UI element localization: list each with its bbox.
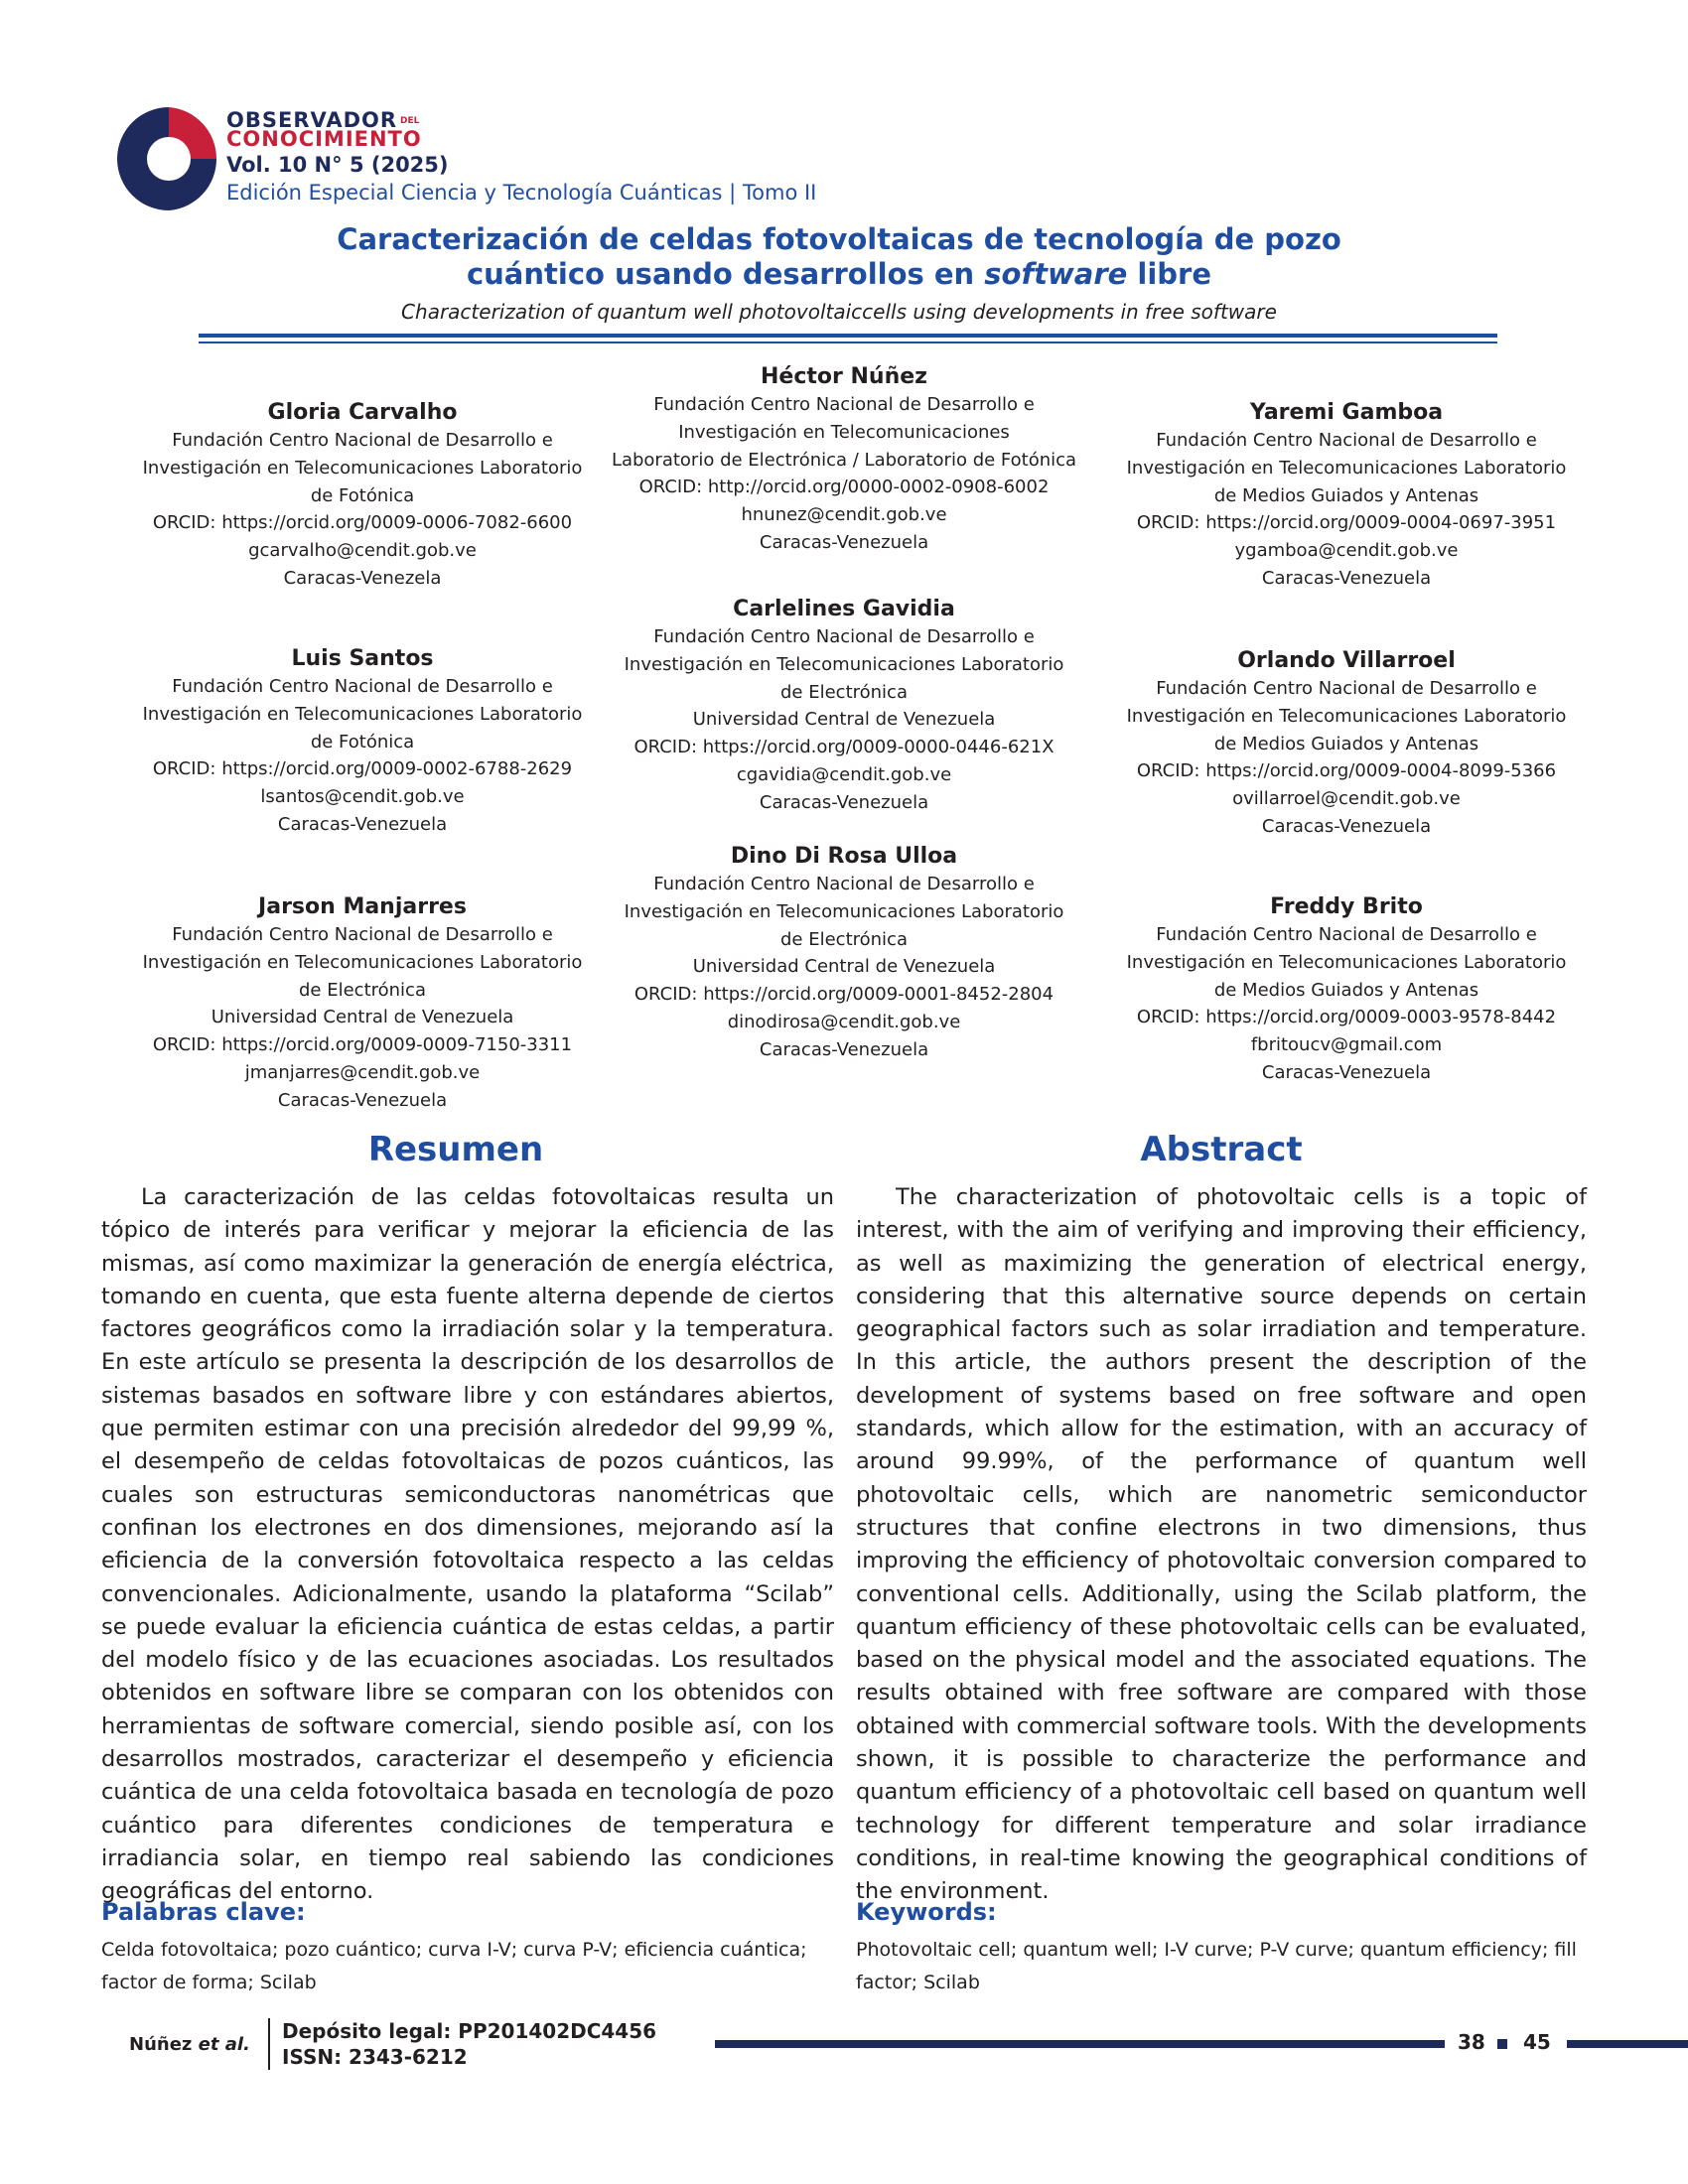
author-affiliation: Fundación Centro Nacional de Desarrollo e	[172, 430, 553, 451]
author-affiliation: de Electrónica	[780, 681, 908, 703]
author-email[interactable]: dinodirosa@cendit.gob.ve	[727, 1011, 961, 1032]
palabras-clave-text: Celda fotovoltaica; pozo cuántico; curva I-V; curva P-V; eficiencia cuántica; factor de forma; Scilab	[101, 1939, 807, 1993]
author-location: Caracas-Venezuela	[759, 1038, 929, 1060]
author-location: Caracas-Venezuela	[277, 1089, 448, 1111]
author-affiliation: Fundación Centro Nacional de Desarrollo e	[172, 924, 553, 945]
author-location: Caracas-Venezuela	[277, 813, 448, 835]
author-email[interactable]: gcarvalho@cendit.gob.ve	[248, 540, 477, 562]
author-email[interactable]: hnunez@cendit.gob.ve	[741, 504, 947, 526]
author-orcid[interactable]: ORCID: https://orcid.org/0009-0006-7082-6600	[152, 512, 573, 534]
author-affiliation: Investigación en Telecomunicaciones Laboratorio	[1126, 951, 1567, 973]
author-orcid[interactable]: ORCID: https://orcid.org/0009-0003-9578-8442	[1136, 1007, 1557, 1028]
page-number: 38	[1458, 2030, 1485, 2054]
author-name: Yaremi Gamboa	[1249, 400, 1444, 425]
author-orcid[interactable]: ORCID: https://orcid.org/0009-0004-8099-5366	[1136, 760, 1557, 782]
resumen-heading: Resumen	[367, 1130, 544, 1169]
author-affiliation: Investigación en Telecomunicaciones Laboratorio	[142, 457, 583, 478]
author-affiliation: de Medios Guiados y Antenas	[1213, 484, 1479, 506]
title-line1: Caracterización de celdas fotovoltaicas de tecnología de pozo	[337, 222, 1341, 256]
author-name: Gloria Carvalho	[267, 400, 458, 425]
deposit-legal: Depósito legal: PP201402DC4456	[282, 2019, 657, 2043]
author-affiliation: Fundación Centro Nacional de Desarrollo e	[653, 626, 1035, 647]
author-affiliation: Laboratorio de Electrónica / Laboratorio de Fotónica	[611, 449, 1077, 471]
author-block	[1108, 647, 1585, 841]
author-affiliation: Fundación Centro Nacional de Desarrollo e	[653, 394, 1035, 415]
author-orcid[interactable]: ORCID: https://orcid.org/0009-0004-0697-3951	[1136, 512, 1557, 534]
author-affiliation: Universidad Central de Venezuela	[692, 709, 996, 731]
author-affiliation: de Fotónica	[310, 484, 415, 506]
author-affiliation: de Medios Guiados y Antenas	[1213, 733, 1479, 754]
journal-logo	[99, 99, 228, 218]
abstract-heading: Abstract	[1140, 1130, 1303, 1169]
author-name: Dino Di Rosa Ulloa	[730, 844, 958, 869]
article-title	[228, 222, 1450, 292]
author-email[interactable]: jmanjarres@cendit.gob.ve	[244, 1061, 481, 1083]
footer-bar-end	[1567, 2040, 1688, 2048]
author-name: Jarson Manjarres	[258, 894, 467, 919]
title-line2: cuántico usando desarrollos en software libre	[466, 257, 1212, 291]
author-email[interactable]: fbritoucv@gmail.com	[1250, 1034, 1443, 1056]
author-email[interactable]: lsantos@cendit.gob.ve	[260, 786, 465, 808]
journal-name-line2: CONOCIMIENTO	[226, 127, 422, 151]
author-block	[606, 843, 1082, 1064]
author-location: Caracas-Venezuela	[1261, 567, 1432, 589]
author-affiliation: Investigación en Telecomunicaciones Laboratorio	[1126, 457, 1567, 478]
author-affiliation: Investigación en Telecomunicaciones Laboratorio	[624, 653, 1064, 675]
author-affiliation: Universidad Central de Venezuela	[211, 1007, 514, 1028]
author-orcid[interactable]: ORCID: https://orcid.org/0009-0002-6788-2629	[152, 758, 573, 780]
author-location: Caracas-Venezuela	[759, 531, 929, 553]
author-orcid[interactable]: ORCID: http://orcid.org/0000-0002-0908-6002	[638, 477, 1050, 498]
author-block	[606, 363, 1082, 557]
title-divider-thick	[199, 334, 1497, 338]
total-pages: 45	[1523, 2030, 1551, 2054]
author-email[interactable]: ygamboa@cendit.gob.ve	[1234, 540, 1459, 562]
author-affiliation: de Electrónica	[299, 979, 426, 1001]
issn: ISSN: 2343-6212	[282, 2045, 468, 2069]
footer-authors: Núñez et al.	[129, 2034, 250, 2055]
author-affiliation: Investigación en Telecomunicaciones Laboratorio	[624, 900, 1064, 922]
author-name: Freddy Brito	[1270, 894, 1423, 919]
author-affiliation: Fundación Centro Nacional de Desarrollo e	[653, 874, 1035, 894]
author-affiliation: Fundación Centro Nacional de Desarrollo e	[1156, 678, 1537, 699]
keywords-heading: Keywords:	[856, 1898, 997, 1926]
palabras-clave-heading: Palabras clave:	[101, 1898, 306, 1926]
author-affiliation: Fundación Centro Nacional de Desarrollo e	[1156, 924, 1537, 945]
author-affiliation: Investigación en Telecomunicaciones Laboratorio	[142, 951, 583, 973]
resumen-body	[101, 1181, 834, 1909]
author-orcid[interactable]: ORCID: https://orcid.org/0009-0001-8452-2804	[633, 984, 1055, 1006]
article-subtitle: Characterization of quantum well photovoltaiccells using developments in free software	[401, 300, 1277, 324]
author-affiliation: Fundación Centro Nacional de Desarrollo e	[172, 676, 553, 697]
author-affiliation: Investigación en Telecomunicaciones Laboratorio	[142, 703, 583, 725]
author-name: Héctor Núñez	[761, 364, 927, 389]
author-location: Caracas-Venezuela	[759, 791, 929, 813]
author-name: Luis Santos	[291, 646, 434, 671]
abstract-body	[856, 1181, 1587, 1909]
author-location: Caracas-Venezela	[283, 567, 442, 589]
author-email[interactable]: ovillarroel@cendit.gob.ve	[1232, 788, 1461, 810]
author-block	[1108, 399, 1585, 593]
author-affiliation: de Medios Guiados y Antenas	[1213, 979, 1479, 1001]
edition-label: Edición Especial Ciencia y Tecnología Cuánticas | Tomo II	[226, 181, 817, 205]
author-affiliation: Fundación Centro Nacional de Desarrollo e	[1156, 430, 1537, 451]
abstract-paragraph: The characterization of photovoltaic cells is a topic of interest, with the aim of verifying and improving their efficiency, as well as maximizing the generation of electrical energy, considering that this alternative source depends on certain geographical factors such as solar irradiation and temperature. In this article, the authors present the description of the development of systems based on free software and open standards, which allow for the estimation, with an accuracy of around 99.99%, of the performance of quantum well photovoltaic cells, which are nanometric semiconductor structures that confine electrons in two dimensions, thus improving the efficiency of photovoltaic conversion compared to conventional cells. Additionally, using the Scilab platform, the quantum efficiency of these photovoltaic cells can be evaluated, based on the physical model and the associated equations. The results obtained with free software are compared with those obtained with commercial software tools. With the developments shown, it is possible to characterize the performance and quantum efficiency of a photovoltaic cell based on quantum well technology for different temperature and solar irradiance conditions, in real-time knowing the geographical conditions of the environment.	[856, 1184, 1587, 1905]
keywords-text: Photovoltaic cell; quantum well; I-V curve; P-V curve; quantum efficiency; fill factor; Scilab	[856, 1939, 1577, 1993]
author-affiliation: de Electrónica	[780, 928, 908, 950]
author-orcid[interactable]: ORCID: https://orcid.org/0009-0000-0446-621X	[633, 737, 1055, 758]
author-email[interactable]: cgavidia@cendit.gob.ve	[736, 763, 952, 785]
footer-separator	[268, 2018, 270, 2070]
page-separator-square	[1497, 2039, 1507, 2049]
author-name: Carlelines Gavidia	[733, 597, 955, 621]
author-block	[124, 645, 601, 839]
author-block	[124, 893, 601, 1115]
volume-label: Vol. 10 N° 5 (2025)	[226, 153, 449, 177]
author-block	[1108, 893, 1585, 1087]
author-affiliation: Universidad Central de Venezuela	[692, 956, 996, 978]
title-divider-thin	[199, 341, 1497, 343]
author-affiliation: Investigación en Telecomunicaciones	[678, 421, 1010, 443]
author-name: Orlando Villarroel	[1237, 648, 1456, 673]
journal-name-line1: OBSERVADOR DEL	[226, 108, 420, 132]
author-location: Caracas-Venezuela	[1261, 1061, 1432, 1083]
resumen-paragraph: La caracterización de las celdas fotovoltaicas resulta un tópico de interés para verificar y mejorar la eficiencia de las mismas, así como maximizar la generación de energía eléctrica, tomando en cuenta, que esta fuente alterna depende de ciertos factores geográficos como la irradiación solar y la temperatura. En este artículo se presenta la descripción de los desarrollos de sistemas basados en software libre y con estándares abiertos, que permiten estimar con una precisión alrededor del 99,99 %, el desempeño de celdas fotovoltaicas de pozos cuánticos, las cuales son estructuras semiconductoras nanométricas que confinan los electrones en dos dimensiones, mejorando así la eficiencia de la conversión fotovoltaica respecto a las celdas convencionales. Adicionalmente, usando la plataforma “Scilab” se puede evaluar la eficiencia cuántica de estas celdas, a partir del modelo físico y de las ecuaciones asociadas. Los resultados obtenidos en software libre se comparan con los obtenidos con herramientas de software comercial, siendo posible así, con los desarrollos mostrados, caracterizar el desempeño y eficiencia cuántica de una celda fotovoltaica basada en tecnología de pozo cuántico para diferentes condiciones de temperatura e irradiancia solar, en tiempo real sabiendo las condiciones geográficas del entorno.	[101, 1184, 834, 1905]
author-block	[606, 596, 1082, 817]
author-affiliation: de Fotónica	[310, 731, 415, 752]
journal-name-del: DEL	[400, 116, 420, 126]
author-block	[124, 399, 601, 593]
author-location: Caracas-Venezuela	[1261, 815, 1432, 837]
author-affiliation: Investigación en Telecomunicaciones Laboratorio	[1126, 705, 1567, 727]
footer-bar	[715, 2040, 1445, 2048]
author-orcid[interactable]: ORCID: https://orcid.org/0009-0009-7150-3311	[152, 1034, 573, 1056]
footer-deposit	[282, 2018, 656, 2070]
